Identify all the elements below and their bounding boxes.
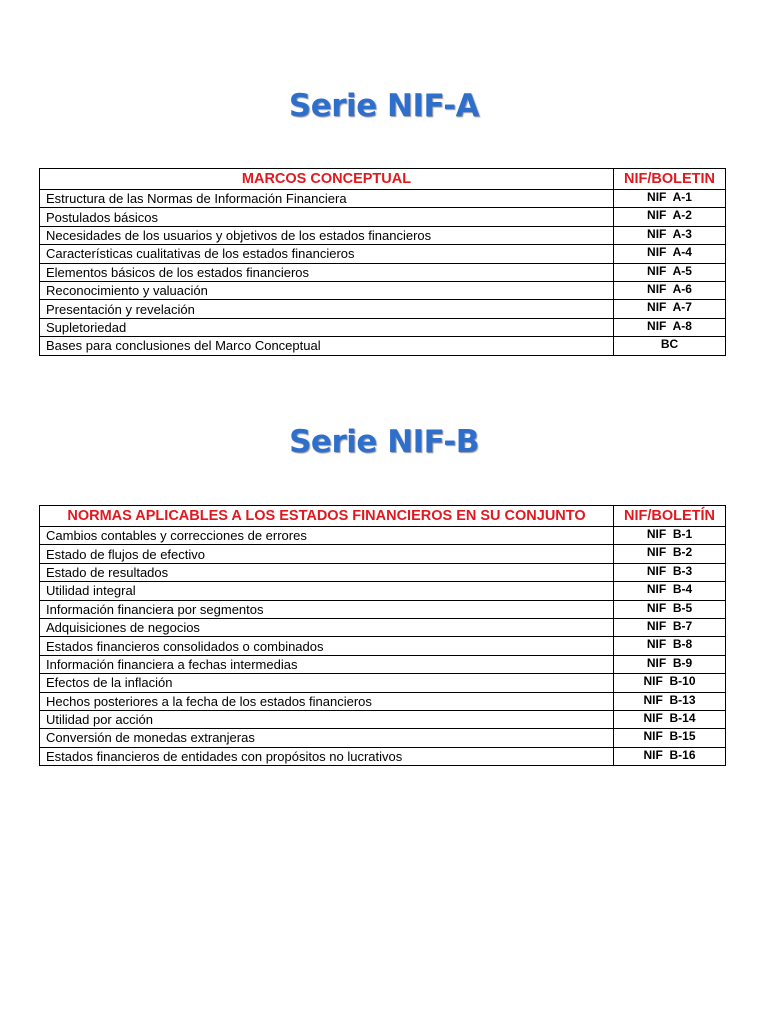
header-code: NIF/BOLETIN — [614, 169, 726, 190]
table-row — [40, 281, 726, 299]
row-concept: Características cualitativas de los estados financieros — [40, 245, 614, 263]
row-code: NIF B-10 — [614, 674, 726, 692]
row-concept: Hechos posteriores a la fecha de los estados financieros — [40, 692, 614, 710]
row-concept: Efectos de la inflación — [40, 674, 614, 692]
row-concept: Presentación y revelación — [40, 300, 614, 318]
row-concept: Conversión de monedas extranjeras — [40, 729, 614, 747]
row-code: NIF B-14 — [614, 710, 726, 728]
row-code: NIF A-1 — [614, 190, 726, 208]
table-row — [40, 582, 726, 600]
table-row — [40, 747, 726, 765]
table-row — [40, 527, 726, 545]
row-concept: Información financiera por segmentos — [40, 600, 614, 618]
table-row — [40, 190, 726, 208]
row-concept: Bases para conclusiones del Marco Conceptual — [40, 337, 614, 355]
row-concept: Supletoriedad — [40, 318, 614, 336]
table-row — [40, 545, 726, 563]
row-code: NIF B-1 — [614, 527, 726, 545]
table-row — [40, 245, 726, 263]
table-row — [40, 637, 726, 655]
row-code: NIF B-8 — [614, 637, 726, 655]
row-concept: Estados financieros consolidados o combinados — [40, 637, 614, 655]
row-code: NIF B-7 — [614, 618, 726, 636]
series-b-rows — [40, 527, 726, 766]
row-concept: Estructura de las Normas de Información Financiera — [40, 190, 614, 208]
row-concept: Utilidad integral — [40, 582, 614, 600]
table-header-row — [40, 506, 726, 527]
table-row — [40, 600, 726, 618]
row-concept: Reconocimiento y valuación — [40, 281, 614, 299]
table-row — [40, 263, 726, 281]
table-row — [40, 563, 726, 581]
row-code: NIF B-4 — [614, 582, 726, 600]
header-code: NIF/BOLETÍN — [614, 506, 726, 527]
table-row — [40, 655, 726, 673]
row-concept: Necesidades de los usuarios y objetivos de los estados financieros — [40, 226, 614, 244]
row-concept: Utilidad por acción — [40, 710, 614, 728]
row-code: NIF A-3 — [614, 226, 726, 244]
row-code: NIF A-5 — [614, 263, 726, 281]
row-concept: Cambios contables y correcciones de errores — [40, 527, 614, 545]
table-row — [40, 618, 726, 636]
table-row — [40, 674, 726, 692]
series-b-title: Serie NIF-B — [289, 424, 479, 460]
row-code: NIF B-15 — [614, 729, 726, 747]
row-concept: Estado de flujos de efectivo — [40, 545, 614, 563]
table-row — [40, 208, 726, 226]
table-row — [40, 729, 726, 747]
row-code: NIF A-7 — [614, 300, 726, 318]
row-code: NIF A-2 — [614, 208, 726, 226]
table-header-row — [40, 169, 726, 190]
row-code: NIF B-9 — [614, 655, 726, 673]
series-b-table — [39, 505, 726, 766]
row-code: NIF B-16 — [614, 747, 726, 765]
row-code: BC — [614, 337, 726, 355]
row-code: NIF B-2 — [614, 545, 726, 563]
series-a-table — [39, 168, 726, 356]
row-code: NIF B-13 — [614, 692, 726, 710]
series-a-title: Serie NIF-A — [288, 88, 480, 124]
header-concept: NORMAS APLICABLES A LOS ESTADOS FINANCIEROS EN SU CONJUNTO — [40, 506, 614, 527]
row-concept: Estados financieros de entidades con propósitos no lucrativos — [40, 747, 614, 765]
row-code: NIF A-4 — [614, 245, 726, 263]
table-row — [40, 300, 726, 318]
row-code: NIF A-6 — [614, 281, 726, 299]
row-code: NIF A-8 — [614, 318, 726, 336]
row-concept: Información financiera a fechas intermedias — [40, 655, 614, 673]
row-concept: Postulados básicos — [40, 208, 614, 226]
row-code: NIF B-5 — [614, 600, 726, 618]
row-concept: Elementos básicos de los estados financieros — [40, 263, 614, 281]
row-code: NIF B-3 — [614, 563, 726, 581]
table-row — [40, 337, 726, 355]
row-concept: Estado de resultados — [40, 563, 614, 581]
header-concept: MARCOS CONCEPTUAL — [40, 169, 614, 190]
table-row — [40, 710, 726, 728]
table-row — [40, 226, 726, 244]
row-concept: Adquisiciones de negocios — [40, 618, 614, 636]
series-a-rows — [40, 190, 726, 356]
table-row — [40, 318, 726, 336]
table-row — [40, 692, 726, 710]
